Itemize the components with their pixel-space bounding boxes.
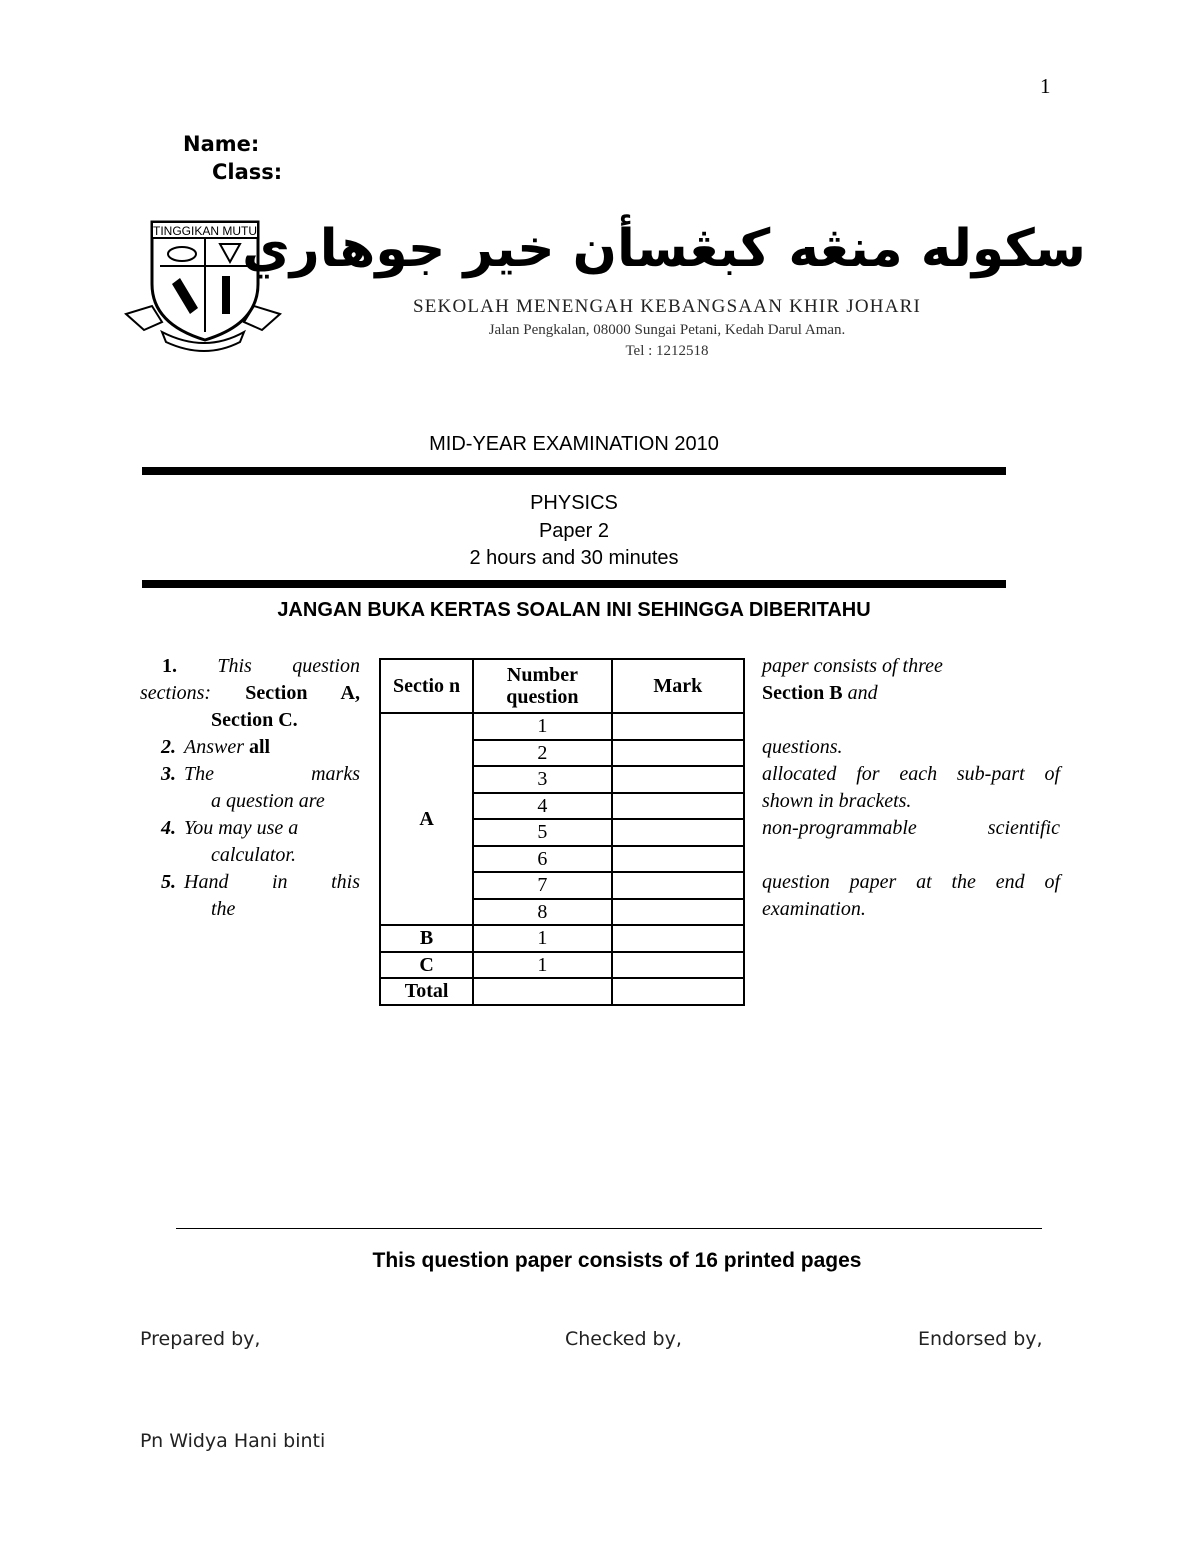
printed-pages-note: This question paper consists of 16 printed pages	[372, 1249, 862, 1272]
instruction-line	[140, 680, 360, 707]
exam-duration: 2 hours and 30 minutes	[469, 547, 679, 569]
instruction-number: 4.	[161, 817, 176, 839]
page-number: 1	[1040, 74, 1051, 98]
total-label: Total	[380, 978, 473, 1005]
instruction-text: this	[331, 871, 360, 893]
question-number-cell: 3	[473, 766, 612, 793]
svg-text:سکوله منڠه کبڠسأن خير جوهاري: سکوله منڠه کبڠسأن خير جوهاري	[242, 219, 1086, 279]
footer-divider	[176, 1228, 1042, 1229]
instructions-right	[762, 653, 1060, 923]
school-telephone: Tel : 1212518	[625, 343, 709, 359]
total-row	[380, 978, 744, 1005]
instruction-line: non-programmable scientific	[762, 817, 1060, 839]
instruction-number: 5.	[161, 871, 176, 893]
instruction-bold-text: all	[249, 736, 271, 758]
instruction-line	[140, 707, 360, 734]
section-b-cell: B	[380, 925, 473, 952]
mark-cell[interactable]	[612, 872, 744, 899]
instruction-line: question paper at the end of	[762, 871, 1060, 893]
school-jawi-calligraphy	[242, 208, 1086, 292]
mark-cell[interactable]	[612, 766, 744, 793]
checked-by-label: Checked by,	[565, 1328, 682, 1350]
instruction-text: question	[292, 655, 360, 677]
subject-title: PHYSICS	[530, 492, 618, 514]
question-number-cell: 1	[473, 952, 612, 979]
instruction-line: shown in brackets.	[762, 790, 912, 812]
question-number-cell: 8	[473, 899, 612, 926]
school-address: Jalan Pengkalan, 08000 Sungai Petani, Kedah Darul Aman.	[488, 322, 846, 338]
instruction-text: in	[271, 871, 288, 893]
mark-cell[interactable]	[612, 925, 744, 952]
instruction-line	[762, 707, 1060, 734]
question-number-cell: 7	[473, 872, 612, 899]
thick-divider	[142, 580, 1006, 588]
instruction-line	[140, 842, 360, 869]
header-number-question: Number question	[473, 659, 612, 713]
instruction-number: 1.	[162, 655, 177, 677]
class-label: Class:	[212, 160, 283, 184]
section-c-cell: C	[380, 952, 473, 979]
instruction-text: and	[847, 682, 878, 704]
instruction-line: allocated for each sub-part of	[762, 763, 1060, 785]
header-mark: Mark	[612, 659, 744, 713]
question-number-cell: 1	[473, 713, 612, 740]
crest-motto: TINGGIKAN MUTU	[153, 224, 257, 238]
table-row	[380, 925, 744, 952]
table-header-row	[380, 659, 744, 713]
instruction-text: calculator.	[211, 844, 296, 866]
paper-number: Paper 2	[538, 520, 610, 542]
school-name: SEKOLAH MENENGAH KEBANGSAAN KHIR JOHARI	[412, 296, 922, 317]
instruction-text: The	[184, 763, 214, 785]
instruction-line	[140, 815, 360, 842]
question-number-cell: 6	[473, 846, 612, 873]
question-number-cell: 2	[473, 740, 612, 767]
total-number-cell	[473, 978, 612, 1005]
instruction-text: marks	[311, 763, 360, 785]
instruction-line: examination.	[762, 898, 866, 920]
endorsed-by-label: Endorsed by,	[918, 1328, 1043, 1350]
instruction-number: 2.	[161, 736, 176, 758]
header-section: Sectio n	[380, 659, 473, 713]
thick-divider	[142, 467, 1006, 475]
instruction-bold-text: Section A,	[245, 682, 360, 704]
instruction-bold-text: Section C.	[211, 709, 298, 731]
section-a-cell: A	[380, 713, 473, 925]
prepared-by-label: Prepared by,	[140, 1328, 261, 1350]
mark-cell[interactable]	[612, 713, 744, 740]
instruction-number: 3.	[161, 763, 176, 785]
marks-table	[379, 658, 745, 1006]
instruction-text: Answer	[184, 736, 244, 758]
mark-cell[interactable]	[612, 819, 744, 846]
table-row	[380, 713, 744, 740]
teacher-name: Pn Widya Hani binti	[140, 1430, 326, 1452]
instruction-text: This	[217, 655, 252, 677]
name-label: Name:	[183, 132, 260, 156]
instructions-left	[140, 653, 360, 923]
instruction-text: You may use a	[184, 817, 299, 839]
instruction-line	[762, 680, 1060, 707]
instruction-text: sections:	[140, 682, 212, 704]
instruction-line	[140, 734, 360, 761]
do-not-open-warning: JANGAN BUKA KERTAS SOALAN INI SEHINGGA DIBERITAHU	[277, 599, 871, 621]
mark-cell[interactable]	[612, 740, 744, 767]
question-number-cell: 5	[473, 819, 612, 846]
mark-cell[interactable]	[612, 846, 744, 873]
table-row	[380, 952, 744, 979]
total-mark-cell[interactable]	[612, 978, 744, 1005]
instruction-text: Hand	[184, 871, 229, 893]
question-number-cell: 1	[473, 925, 612, 952]
instruction-bold-text: Section B	[762, 682, 843, 704]
instruction-text: a question are	[211, 790, 325, 812]
instruction-text: the	[211, 898, 236, 920]
question-number-cell: 4	[473, 793, 612, 820]
instruction-line	[140, 761, 360, 788]
mark-cell[interactable]	[612, 899, 744, 926]
instruction-line	[140, 653, 360, 680]
mark-cell[interactable]	[612, 793, 744, 820]
instruction-line: paper consists of three	[762, 655, 943, 677]
instruction-line	[140, 788, 360, 815]
instruction-line	[762, 842, 1060, 869]
instruction-line: questions.	[762, 736, 843, 758]
instruction-line	[140, 896, 360, 923]
mark-cell[interactable]	[612, 952, 744, 979]
exam-title: MID-YEAR EXAMINATION 2010	[429, 433, 719, 455]
instruction-line	[140, 869, 360, 896]
